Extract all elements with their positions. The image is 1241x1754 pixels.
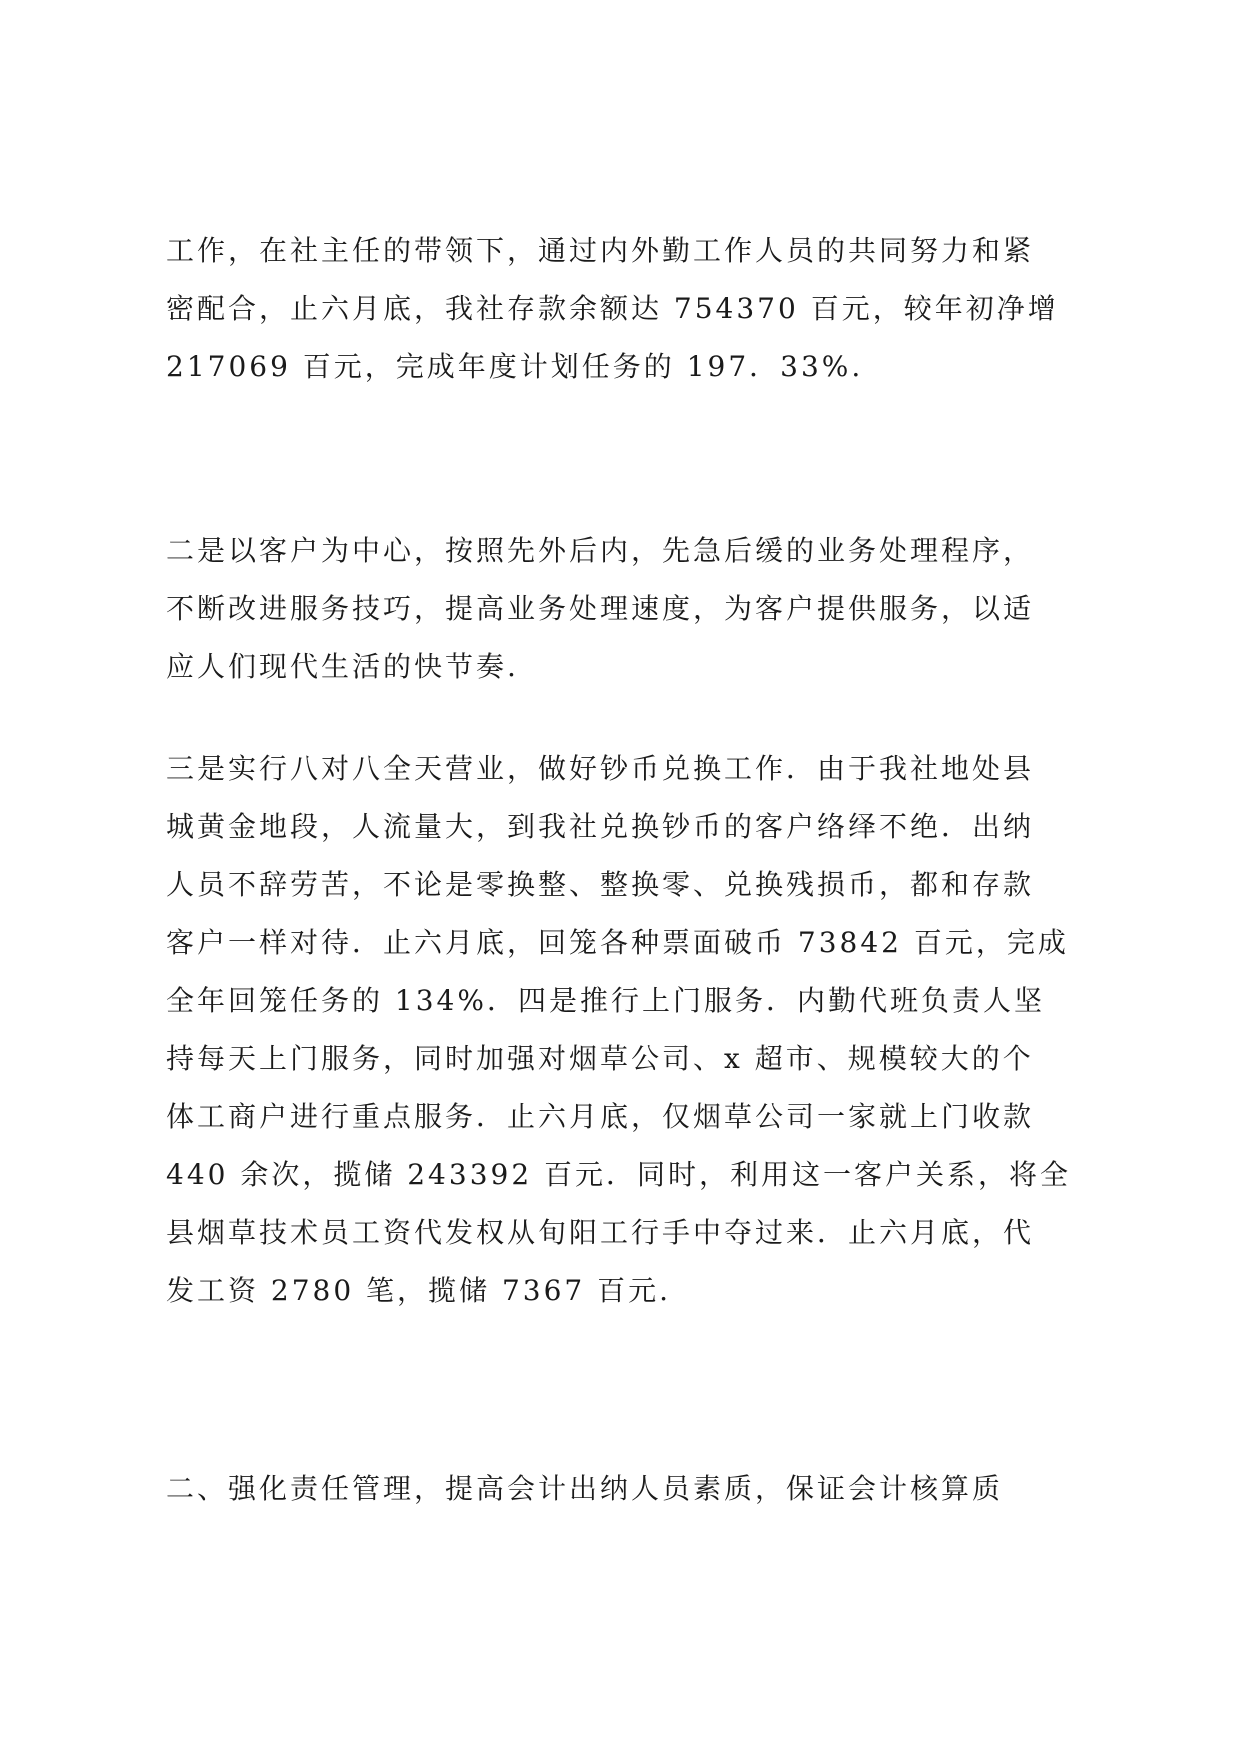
text-line: 县烟草技术员工资代发权从旬阳工行手中夺过来．止六月底，代 <box>166 1216 1035 1249</box>
text-line: 工作，在社主任的带领下，通过内外勤工作人员的共同努力和紧 <box>166 234 1035 267</box>
text-line: 全年回笼任务的 134%．四是推行上门服务．内勤代班负责人坚 <box>166 984 1045 1017</box>
paragraph-deposit-results <box>166 222 1086 396</box>
text-line: 密配合，止六月底，我社存款余额达 754370 百元，较年初净增 <box>166 292 1059 325</box>
text-line: 二、强化责任管理，提高会计出纳人员素质，保证会计核算质 <box>166 1472 1004 1505</box>
paragraph-customer-centered <box>166 522 1086 696</box>
text-line: 440 余次，揽储 243392 百元．同时，利用这一客户关系，将全 <box>166 1158 1072 1191</box>
text-line: 体工商户进行重点服务．止六月底，仅烟草公司一家就上门收款 <box>166 1100 1035 1133</box>
text-line: 持每天上门服务，同时加强对烟草公司、x 超市、规模较大的个 <box>166 1042 1034 1075</box>
text-line: 三是实行八对八全天营业，做好钞币兑换工作．由于我社地处县 <box>166 752 1035 785</box>
text-line: 不断改进服务技巧，提高业务处理速度，为客户提供服务，以适 <box>166 592 1035 625</box>
text-line: 二是以客户为中心，按照先外后内，先急后缓的业务处理程序， <box>166 534 1035 567</box>
text-line: 发工资 2780 笔，揽储 7367 百元. <box>166 1274 672 1307</box>
text-line: 应人们现代生活的快节奏. <box>166 650 519 683</box>
paragraph-full-day-service <box>166 740 1086 1320</box>
text-line: 客户一样对待．止六月底，回笼各种票面破币 73842 百元，完成 <box>166 926 1069 959</box>
section-heading-responsibility <box>166 1460 1086 1518</box>
text-line: 人员不辞劳苦，不论是零换整、整换零、兑换残损币，都和存款 <box>166 868 1035 901</box>
text-line: 217069 百元，完成年度计划任务的 197．33%. <box>166 350 864 383</box>
text-line: 城黄金地段，人流量大，到我社兑换钞币的客户络绎不绝．出纳 <box>166 810 1035 843</box>
